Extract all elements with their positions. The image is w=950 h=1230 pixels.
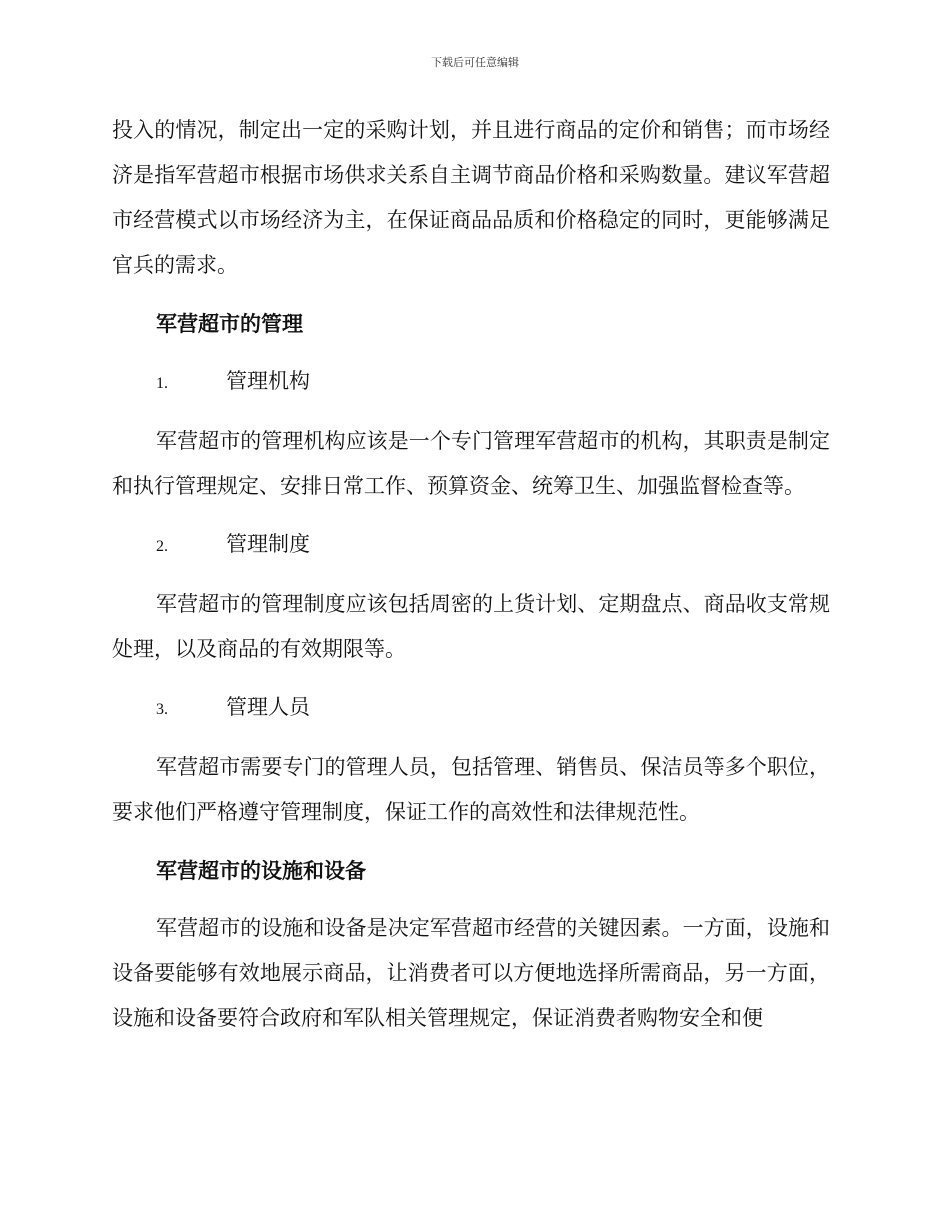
list-number: 3. (156, 701, 168, 718)
paragraph-facilities: 军营超市的设施和设备是决定军营超市经营的关键因素。一方面，设施和设备要能够有效地展示商品，让消费者可以方便地选择所需商品，另一方面，设施和设备要符合政府和军队相关管理规定，保证消费者购物安全和便 (112, 916, 830, 1030)
paragraph-management-system: 军营超市的管理制度应该包括周密的上货计划、定期盘点、商品收支常规处理，以及商品的有效期限等。 (112, 592, 830, 661)
paragraph-market-economy: 投入的情况，制定出一定的采购计划，并且进行商品的定价和销售；而市场经济是指军营超市根据市场供求关系自主调节商品价格和采购数量。建议军营超市经营模式以市场经济为主，在保证商品品质和价格稳定的同时，更能够满足官兵的需求。 (112, 118, 830, 277)
paragraph-management-org: 军营超市的管理机构应该是一个专门管理军营超市的机构，其职责是制定和执行管理规定、安排日常工作、预算资金、统筹卫生、加强监督检查等。 (112, 429, 830, 498)
list-label: 管理制度 (226, 532, 310, 556)
list-item-management-staff (156, 685, 830, 732)
list-item-management-org (156, 359, 830, 406)
list-item-management-system (156, 522, 830, 569)
list-label: 管理人员 (226, 695, 310, 719)
section-heading-facilities: 军营超市的设施和设备 (156, 858, 366, 883)
list-label: 管理机构 (226, 369, 310, 393)
paragraph-management-staff: 军营超市需要专门的管理人员，包括管理、销售员、保洁员等多个职位，要求他们严格遵守管理制度，保证工作的高效性和法律规范性。 (112, 755, 830, 824)
section-heading-management: 军营超市的管理 (156, 311, 303, 336)
list-number: 2. (156, 538, 168, 555)
document-body (112, 108, 830, 1054)
page-header: 下载后可任意编辑 (431, 56, 519, 69)
list-number: 1. (156, 375, 168, 392)
